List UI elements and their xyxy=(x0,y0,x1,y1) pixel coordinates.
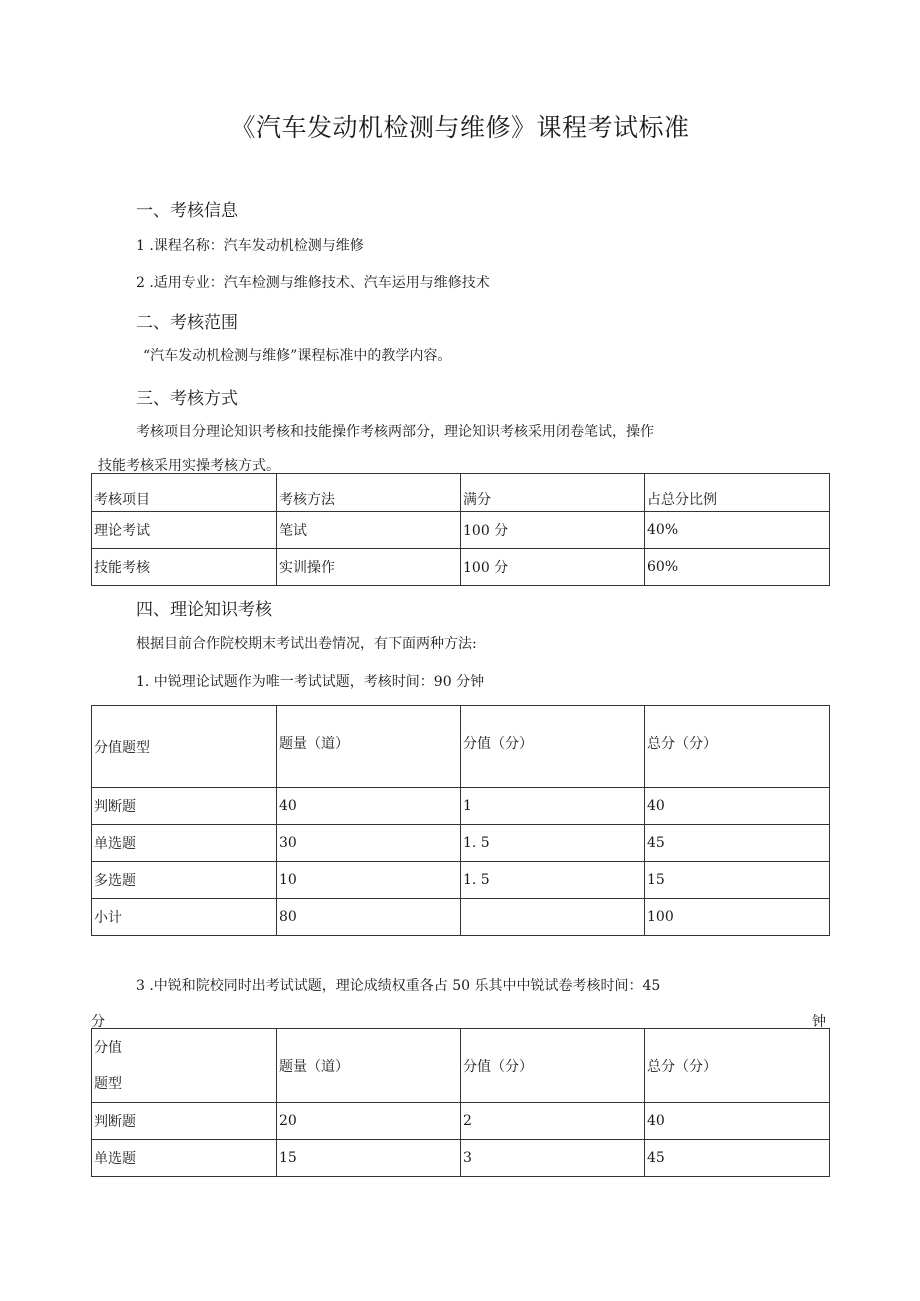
table-cell: 单选题 xyxy=(92,1140,277,1177)
header-line-score: 分值 xyxy=(94,1039,122,1056)
table-header-cell: 占总分比例 xyxy=(645,474,830,512)
table-header-cell: 满分 xyxy=(461,474,645,512)
theory-intro: 根据目前合作院校期末考试出卷情况，有下面两种方法: xyxy=(136,636,477,652)
table-cell: 笔试 xyxy=(277,512,461,549)
section-heading-scope: 二、考核范围 xyxy=(136,313,238,333)
applicable-major-item: 2 .适用专业：汽车检测与维修技术、汽车运用与维修技术 xyxy=(136,275,490,291)
table-cell: 判断题 xyxy=(92,1103,277,1140)
table-cell xyxy=(461,899,645,936)
table-cell: 40% xyxy=(645,512,830,549)
table-header-row xyxy=(92,474,830,512)
table-cell: 30 xyxy=(277,825,461,862)
table-cell: 100 分 xyxy=(461,549,645,586)
table-cell: 多选题 xyxy=(92,862,277,899)
course-name-item: 1 .课程名称：汽车发动机检测与维修 xyxy=(136,238,364,254)
table-cell: 45 xyxy=(645,825,830,862)
table-row xyxy=(92,512,830,549)
table-cell: 实训操作 xyxy=(277,549,461,586)
table-cell: 理论考试 xyxy=(92,512,277,549)
table-cell: 100 xyxy=(645,899,830,936)
table-header-cell: 总分（分） xyxy=(645,1029,830,1103)
method1-text: 1. 中锐理论试题作为唯一考试试题，考核时间：90 分钟 xyxy=(136,674,485,690)
table-cell: 判断题 xyxy=(92,788,277,825)
method3-text-line1: 3 .中锐和院校同时出考试试题，理论成绩权重各占 50 乐其中中锐试卷考核时间：45 xyxy=(136,978,661,994)
assessment-method-table xyxy=(91,473,830,586)
table-row xyxy=(92,549,830,586)
section-heading-theory: 四、理论知识考核 xyxy=(136,600,272,620)
table-cell: 2 xyxy=(461,1103,645,1140)
table-cell: 1. 5 xyxy=(461,825,645,862)
table-cell: 20 xyxy=(277,1103,461,1140)
page-title: 《汽车发动机检测与维修》课程考试标准 xyxy=(230,113,690,142)
table-cell: 小计 xyxy=(92,899,277,936)
section-heading-method: 三、考核方式 xyxy=(136,389,238,409)
table-row xyxy=(92,1140,830,1177)
method3-text-left: 分 xyxy=(91,1014,105,1030)
question-score-table-2 xyxy=(91,1028,830,1177)
table-header-cell: 题量（道） xyxy=(277,1029,461,1103)
table-row xyxy=(92,788,830,825)
table-row xyxy=(92,825,830,862)
table-header-cell: 分值题型 xyxy=(92,706,277,788)
table-cell: 单选题 xyxy=(92,825,277,862)
table-cell: 技能考核 xyxy=(92,549,277,586)
table-cell: 100 分 xyxy=(461,512,645,549)
table-header-row xyxy=(92,706,830,788)
table-cell: 15 xyxy=(277,1140,461,1177)
method-text-line1: 考核项目分理论知识考核和技能操作考核两部分，理论知识考核采用闭卷笔试，操作 xyxy=(136,424,654,440)
table-cell: 80 xyxy=(277,899,461,936)
method3-text-right: 钟 xyxy=(812,1014,826,1030)
table-cell: 1. 5 xyxy=(461,862,645,899)
table-header-cell: 总分（分） xyxy=(645,706,830,788)
table-row xyxy=(92,862,830,899)
question-score-table-1 xyxy=(91,705,830,936)
table-cell: 3 xyxy=(461,1140,645,1177)
table-cell: 40 xyxy=(645,788,830,825)
method-text-line2: 技能考核采用实操考核方式。 xyxy=(98,458,280,474)
table-header-cell: 题量（道） xyxy=(277,706,461,788)
table-cell: 40 xyxy=(645,1103,830,1140)
section-heading-info: 一、考核信息 xyxy=(136,201,238,221)
table-row xyxy=(92,1103,830,1140)
table-cell: 15 xyxy=(645,862,830,899)
table-header-row xyxy=(92,1029,830,1103)
header-line-type: 题型 xyxy=(94,1075,122,1092)
table-header-cell xyxy=(92,1029,277,1103)
table-header-cell: 分值（分） xyxy=(461,1029,645,1103)
table-header-cell: 考核项目 xyxy=(92,474,277,512)
table-cell: 10 xyxy=(277,862,461,899)
table-row xyxy=(92,899,830,936)
scope-text: “汽车发动机检测与维修”课程标准中的教学内容。 xyxy=(143,348,452,364)
table-header-cell: 分值（分） xyxy=(461,706,645,788)
table-header-cell: 考核方法 xyxy=(277,474,461,512)
table-cell: 40 xyxy=(277,788,461,825)
table-cell: 1 xyxy=(461,788,645,825)
table-cell: 45 xyxy=(645,1140,830,1177)
table-cell: 60% xyxy=(645,549,830,586)
